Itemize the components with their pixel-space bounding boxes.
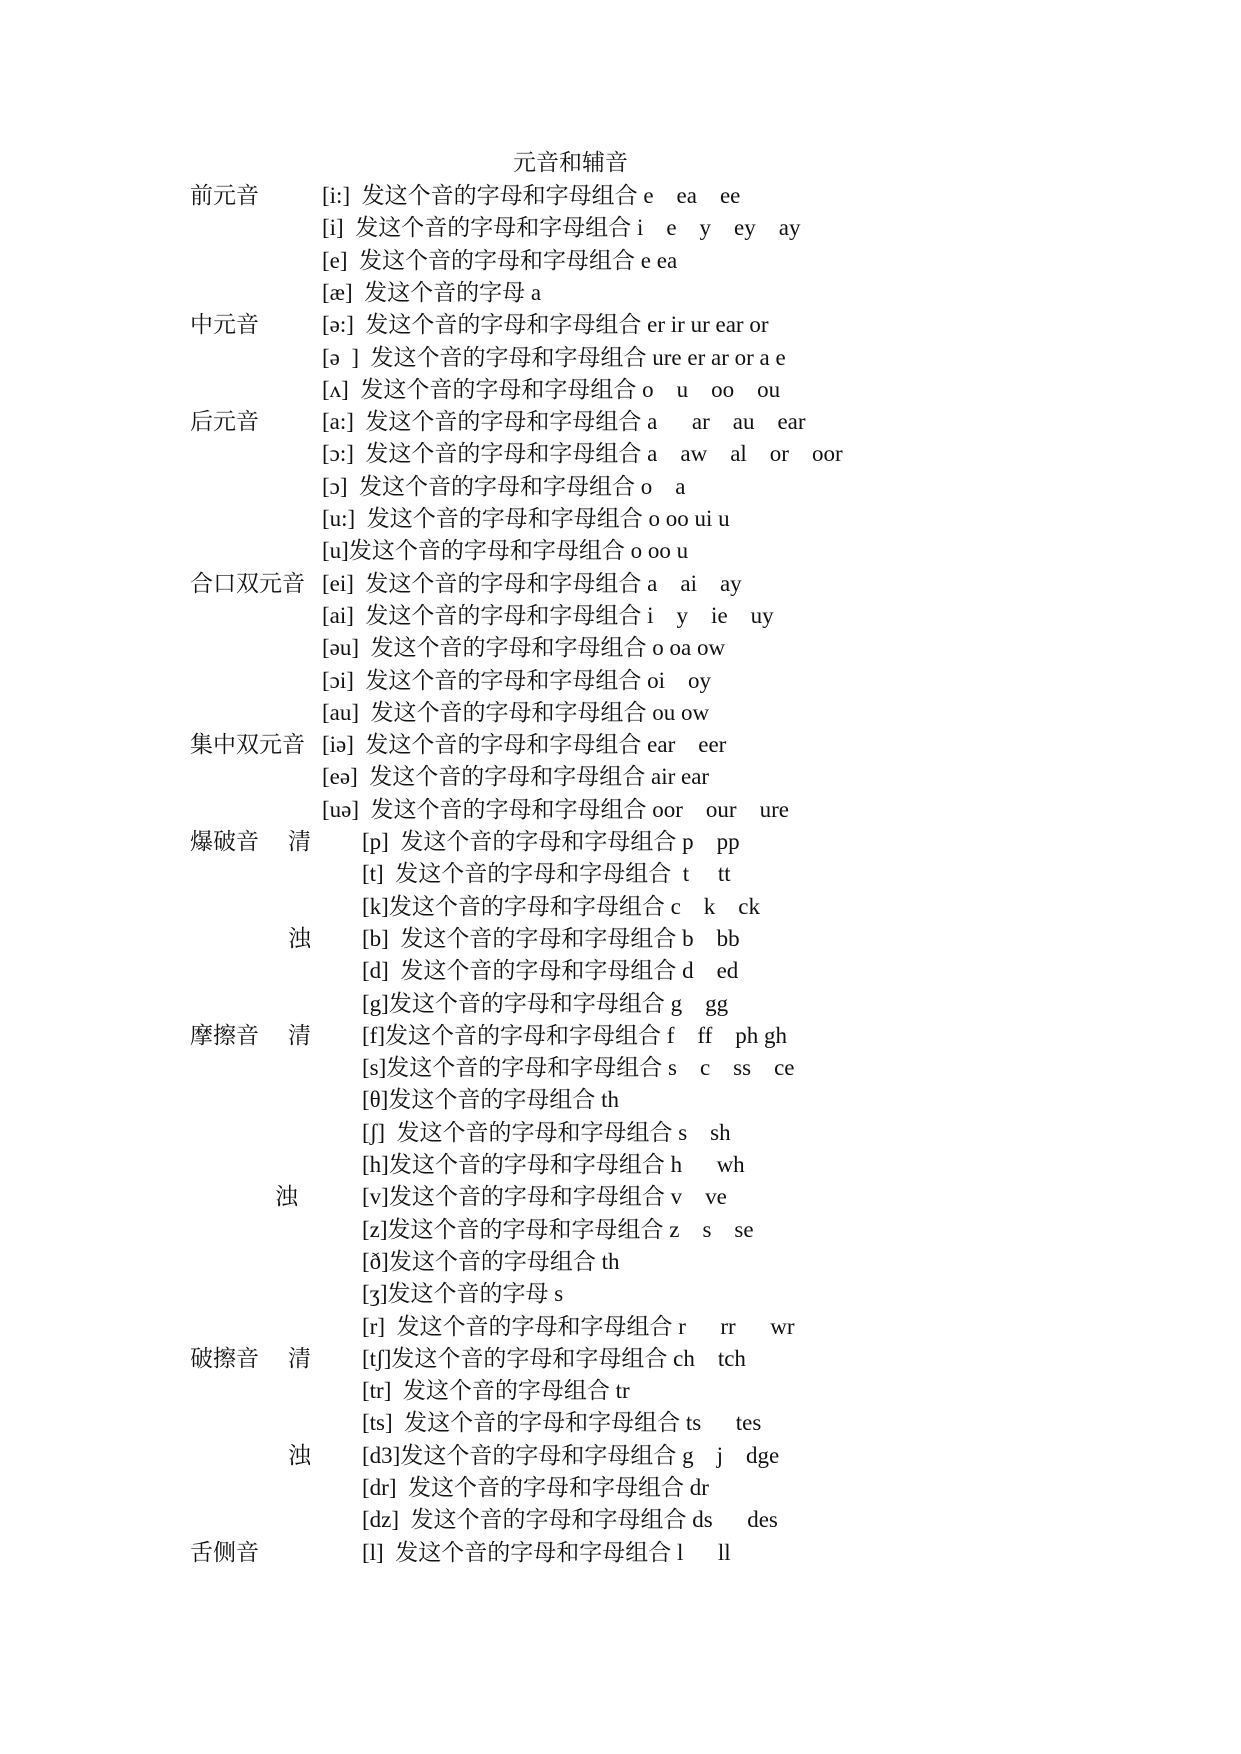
phoneme-entry: [tʃ]发这个音的字母和字母组合 ch tch xyxy=(362,1345,746,1371)
phoneme-entry: [d3]发这个音的字母和字母组合 g j dge xyxy=(362,1442,780,1468)
phoneme-entry: [e] 发这个音的字母和字母组合 e ea xyxy=(322,247,678,273)
phoneme-entry: [əu] 发这个音的字母和字母组合 o oa ow xyxy=(322,635,726,661)
consonant-row xyxy=(0,1375,1241,1407)
consonant-row xyxy=(0,988,1241,1020)
consonant-row xyxy=(0,1472,1241,1504)
vowel-row xyxy=(0,503,1241,535)
phoneme-entry: [i:] 发这个音的字母和字母组合 e ea ee xyxy=(322,183,741,208)
phoneme-entry: [au] 发这个音的字母和字母组合 ou ow xyxy=(322,699,710,725)
phoneme-entry: [u:] 发这个音的字母和字母组合 o oo ui u xyxy=(322,506,730,531)
vowel-row xyxy=(0,212,1241,244)
category-label: 集中双元音 xyxy=(190,732,305,758)
phoneme-entry: [t] 发这个音的字母和字母组合 t tt xyxy=(362,861,731,887)
category-label: 前元音 xyxy=(190,183,259,208)
phoneme-entry: [z]发这个音的字母和字母组合 z s se xyxy=(362,1216,754,1242)
phoneme-entry: [dr] 发这个音的字母和字母组合 dr xyxy=(362,1475,709,1500)
phoneme-entry: [u]发这个音的字母和字母组合 o oo u xyxy=(322,538,689,564)
consonant-row xyxy=(0,826,1241,858)
vowel-row xyxy=(0,245,1241,277)
phoneme-entry: [b] 发这个音的字母和字母组合 b bb xyxy=(362,925,740,951)
consonant-row xyxy=(0,1504,1241,1536)
phoneme-entry: [ɔ] 发这个音的字母和字母组合 o a xyxy=(322,473,686,499)
vowel-row xyxy=(0,277,1241,309)
vowel-row xyxy=(0,309,1241,341)
consonant-row xyxy=(0,1311,1241,1343)
phoneme-entry: [ə:] 发这个音的字母和字母组合 er ir ur ear or xyxy=(322,312,769,338)
phoneme-entry: [ʒ]发这个音的字母 s xyxy=(362,1281,564,1307)
phoneme-entry: [a:] 发这个音的字母和字母组合 a ar au ear xyxy=(322,409,806,435)
vowel-row xyxy=(0,374,1241,406)
phoneme-entry: [v]发这个音的字母和字母组合 v ve xyxy=(362,1184,727,1210)
phoneme-entry: [ɔ:] 发这个音的字母和字母组合 a aw al or oor xyxy=(322,441,843,467)
consonant-row xyxy=(0,1020,1241,1052)
phoneme-entry: [ai] 发这个音的字母和字母组合 i y ie uy xyxy=(322,602,774,628)
phoneme-entry: [i] 发这个音的字母和字母组合 i e y ey ay xyxy=(322,215,801,241)
phoneme-entry: [ð]发这个音的字母组合 th xyxy=(362,1248,620,1274)
consonant-row xyxy=(0,1181,1241,1213)
phoneme-entry: [d] 发这个音的字母和字母组合 d ed xyxy=(362,958,739,984)
consonant-row xyxy=(0,1084,1241,1116)
phoneme-entry: [ʃ] 发这个音的字母和字母组合 s sh xyxy=(362,1119,731,1145)
phoneme-entry: [ei] 发这个音的字母和字母组合 a ai ay xyxy=(322,570,742,596)
voicing-label: 清 xyxy=(288,1345,311,1371)
vowel-row xyxy=(0,697,1241,729)
consonant-row xyxy=(0,1052,1241,1084)
phoneme-entry: [uə] 发这个音的字母和字母组合 oor our ure xyxy=(322,796,789,822)
voicing-label: 清 xyxy=(288,829,311,854)
vowel-row xyxy=(0,471,1241,503)
phoneme-entry: [θ]发这个音的字母组合 th xyxy=(362,1087,619,1113)
consonant-row xyxy=(0,1343,1241,1375)
category-label: 中元音 xyxy=(190,312,259,338)
consonant-row xyxy=(0,1149,1241,1181)
consonant-row xyxy=(0,858,1241,890)
consonant-row xyxy=(0,1117,1241,1149)
category-label: 爆破音 xyxy=(190,829,259,854)
voicing-label: 浊 xyxy=(275,1184,298,1210)
consonant-row xyxy=(0,1246,1241,1278)
phoneme-entry: [æ] 发这个音的字母 a xyxy=(322,279,542,305)
phoneme-entry: [ts] 发这个音的字母和字母组合 ts tes xyxy=(362,1410,762,1436)
category-label: 舌侧音 xyxy=(190,1539,259,1565)
phoneme-entry: [s]发这个音的字母和字母组合 s c ss ce xyxy=(362,1055,795,1081)
vowel-row xyxy=(0,180,1241,212)
phoneme-entry: [tr] 发这个音的字母组合 tr xyxy=(362,1378,630,1404)
vowel-row xyxy=(0,535,1241,567)
category-label: 摩擦音 xyxy=(190,1022,259,1048)
phoneme-entry: [eə] 发这个音的字母和字母组合 air ear xyxy=(322,764,710,790)
consonant-row xyxy=(0,923,1241,955)
phoneme-entry: [p] 发这个音的字母和字母组合 p pp xyxy=(362,829,740,854)
consonant-row xyxy=(0,955,1241,987)
phoneme-entry: [ɔi] 发这个音的字母和字母组合 oi oy xyxy=(322,667,712,693)
vowel-row xyxy=(0,342,1241,374)
category-label: 后元音 xyxy=(190,409,259,435)
phoneme-entry: [k]发这个音的字母和字母组合 c k ck xyxy=(362,893,760,919)
phoneme-entry: [g]发这个音的字母和字母组合 g gg xyxy=(362,990,729,1016)
category-label: 合口双元音 xyxy=(190,570,305,596)
vowel-row xyxy=(0,794,1241,826)
phoneme-entry: [h]发这个音的字母和字母组合 h wh xyxy=(362,1152,745,1177)
vowel-row xyxy=(0,729,1241,761)
phoneme-entry: [ə ] 发这个音的字母和字母组合 ure er ar or a e xyxy=(322,344,786,370)
page-title: 元音和辅音 xyxy=(513,150,628,175)
phoneme-entry: [ʌ] 发这个音的字母和字母组合 o u oo ou xyxy=(322,376,781,402)
vowel-row xyxy=(0,406,1241,438)
consonant-row xyxy=(0,1278,1241,1310)
vowel-row xyxy=(0,632,1241,664)
vowel-row xyxy=(0,665,1241,697)
voicing-label: 清 xyxy=(288,1022,311,1048)
phoneme-entry: [f]发这个音的字母和字母组合 f ff ph gh xyxy=(362,1022,788,1048)
consonant-row xyxy=(0,1214,1241,1246)
consonant-row xyxy=(0,1440,1241,1472)
category-label: 破擦音 xyxy=(190,1345,259,1371)
vowel-row xyxy=(0,568,1241,600)
phoneme-entry: [iə] 发这个音的字母和字母组合 ear eer xyxy=(322,732,727,758)
phoneme-entry: [r] 发这个音的字母和字母组合 r rr wr xyxy=(362,1313,795,1339)
consonant-row xyxy=(0,1407,1241,1439)
vowel-row xyxy=(0,600,1241,632)
phoneme-entry: [dz] 发这个音的字母和字母组合 ds des xyxy=(362,1507,778,1533)
voicing-label: 浊 xyxy=(288,925,311,951)
phoneme-entry: [l] 发这个音的字母和字母组合 l ll xyxy=(362,1539,731,1565)
consonant-row xyxy=(0,891,1241,923)
consonant-row xyxy=(0,1537,1241,1569)
vowel-row xyxy=(0,438,1241,470)
vowel-row xyxy=(0,761,1241,793)
voicing-label: 浊 xyxy=(288,1442,311,1468)
